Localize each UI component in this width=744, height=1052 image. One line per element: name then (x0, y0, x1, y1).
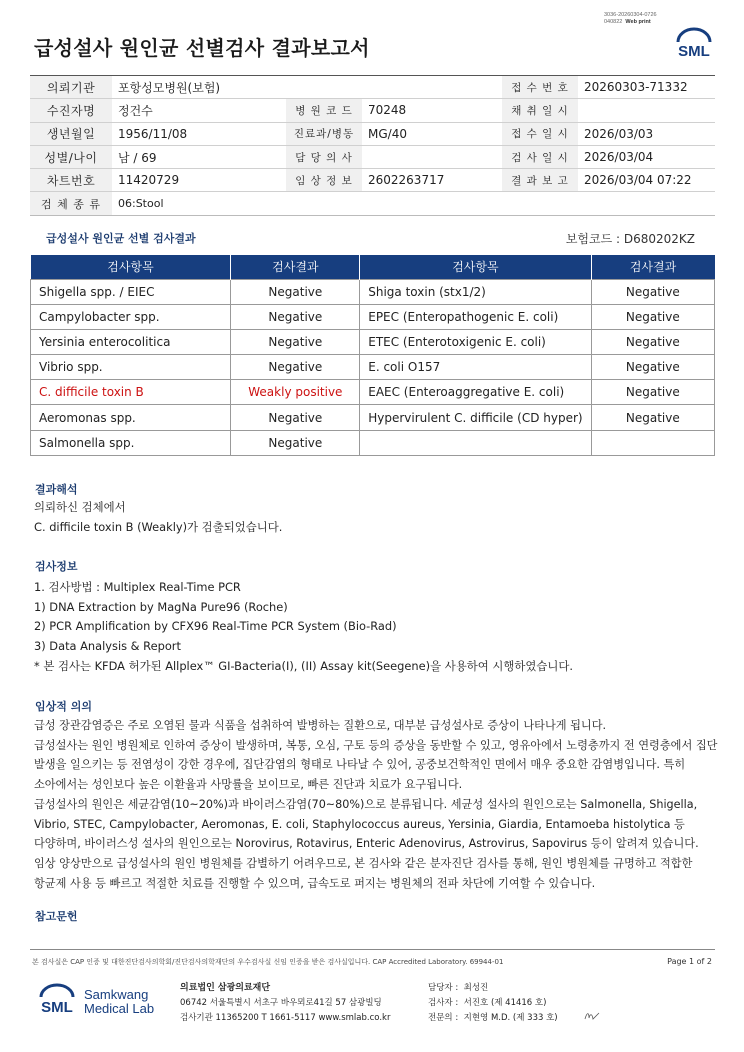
test-item: ETEC (Enterotoxigenic E. coli) (360, 329, 591, 354)
logo-text: SML (678, 43, 710, 60)
info-value: 20260303-71332 (578, 76, 715, 99)
text-line: 2) PCR Amplification by CFX96 Real-Time PCR System (Bio-Rad) (34, 619, 397, 634)
results-table (30, 255, 715, 456)
test-item: E. coli O157 (360, 355, 591, 380)
results-row (31, 380, 715, 405)
text-line: 급성설사의 원인은 세균감염(10~20%)과 바이러스감염(70~80%)으로 분류됩니다. 세균성 설사의 원인으로는 Salmonella, Shigella, (34, 797, 698, 811)
test-item: Campylobacter spp. (31, 304, 231, 329)
test-info-text (34, 578, 719, 677)
info-value: 포항성모병원(보험) (112, 76, 286, 99)
test-item: Shigella spp. / EIEC (31, 279, 231, 304)
info-value: 정건수 (112, 99, 286, 122)
info-label: 성별/나이 (30, 145, 112, 168)
signature-icon (583, 1010, 601, 1022)
print-meta (604, 12, 657, 26)
text-line: 급성설사는 원인 병원체로 인하여 증상이 발생하며, 복통, 오심, 구토 등의 증상을 동반할 수 있고, 영유아에서 노령층까지 전 연령층에서 집단 (34, 738, 718, 752)
test-result: Negative (231, 355, 360, 380)
sml-logo-icon (672, 26, 716, 64)
test-result: Weakly positive (231, 380, 360, 405)
text-line: 다양하며, 바이러스성 설사의 원인으로는 Norovirus, Rotavirus, Enteric Adenovirus, Astrovirus, Sapovirus 등이 알려져 있습니다. (34, 837, 699, 851)
info-value (362, 145, 502, 168)
info-label: 생년월일 (30, 122, 112, 145)
org-name: 의료법인 삼광의료재단 (180, 983, 271, 993)
text-line: 발생을 일으키는 등 전염성이 강한 경우에, 집단감염의 형태로 나타날 수 있어, 공중보건학적인 면에서 매우 중요한 감염병입니다. 특히 (34, 758, 686, 772)
logo-text: SML (41, 999, 73, 1016)
patient-info-table (30, 75, 715, 216)
staff-info (428, 981, 558, 1026)
info-value: 11420729 (112, 169, 286, 192)
results-row (31, 405, 715, 430)
info-row (30, 145, 715, 168)
org-contact: 검사기관 11365200 T 1661-5117 www.smlab.co.kr (180, 1013, 391, 1023)
results-row (31, 355, 715, 380)
info-value: 2026/03/04 (578, 145, 715, 168)
clinical-title: 임상적 의의 (35, 700, 92, 713)
test-result: Negative (591, 304, 714, 329)
text-line: 급성 장관감염증은 주로 오염된 물과 식품을 섭취하여 발병하는 질환으로, 대부분 급성설사로 증상이 나타나게 됩니다. (34, 719, 607, 732)
info-value (578, 99, 715, 122)
test-result: Negative (231, 329, 360, 354)
info-label: 병 원 코 드 (286, 99, 362, 122)
test-result: Negative (591, 380, 714, 405)
info-label: 임 상 정 보 (286, 169, 362, 192)
info-row (30, 169, 715, 192)
page-number: Page 1 of 2 (667, 957, 712, 966)
info-value: 1956/11/08 (112, 122, 286, 145)
info-row-specimen (30, 192, 715, 215)
info-label: 접 수 번 호 (502, 76, 578, 99)
info-label: 수진자명 (30, 99, 112, 122)
test-item: Shiga toxin (stx1/2) (360, 279, 591, 304)
test-item: Aeromonas spp. (31, 405, 231, 430)
info-row (30, 99, 715, 122)
test-result: Negative (591, 329, 714, 354)
info-label: 채 취 일 시 (502, 99, 578, 122)
sml-logo-icon (36, 983, 78, 1019)
test-result: Negative (591, 279, 714, 304)
info-row (30, 122, 715, 145)
header-test-item: 검사항목 (31, 255, 231, 279)
print-web: 040822 Web print (604, 19, 651, 25)
staff-line: 담당자 : 최성진 (428, 983, 489, 993)
text-line: * 본 검사는 KFDA 허가된 Allplex™ GI-Bacteria(I), (II) Assay kit(Seegene)을 사용하여 시행하였습니다. (34, 658, 573, 673)
cap-accreditation-note: 본 검사실은 CAP 인증 및 대한진단검사의학회/진단검사의학재단의 우수검사실 신임 인증을 받은 검사실입니다. CAP Accredited Laboratory. 69944-01 (32, 958, 504, 966)
org-address: 06742 서울특별시 서초구 바우뫼로41길 57 삼광빌딩 (180, 998, 382, 1008)
test-item: EAEC (Enteroaggregative E. coli) (360, 380, 591, 405)
staff-line: 검사자 : 서진호 (제 41416 호) (428, 998, 547, 1008)
header-test-item: 검사항목 (360, 255, 591, 279)
results-row (31, 304, 715, 329)
print-id: 3036-20260304-0726 (604, 12, 657, 18)
test-item: Yersinia enterocolitica (31, 329, 231, 354)
test-item: C. difficile toxin B (31, 380, 231, 405)
report-title: 급성설사 원인균 선별검사 결과보고서 (34, 36, 370, 60)
results-row (31, 430, 715, 455)
text-line: 소아에서는 성인보다 높은 이환율과 사망률을 보이므로, 빠른 진단과 치료가 요구됩니다. (34, 778, 463, 792)
test-item: Salmonella spp. (31, 430, 231, 455)
info-value (362, 76, 502, 99)
info-value: MG/40 (362, 122, 502, 145)
info-label: 차트번호 (30, 169, 112, 192)
test-item (360, 430, 591, 455)
clinical-text (34, 716, 719, 893)
brand-name: Samkwang Medical Lab (84, 987, 155, 1016)
specimen-value: 06:Stool (112, 192, 715, 215)
info-value: 2026/03/04 07:22 (578, 169, 715, 192)
results-header-row (31, 255, 715, 279)
info-value: 2026/03/03 (578, 122, 715, 145)
test-result: Negative (231, 304, 360, 329)
interpretation-title: 결과해석 (35, 483, 78, 496)
test-info-title: 검사정보 (35, 560, 78, 573)
references-title: 참고문헌 (35, 910, 78, 923)
test-item: Hypervirulent C. difficile (CD hyper) (360, 405, 591, 430)
staff-line: 전문의 : 지현영 M.D. (제 333 호) (428, 1013, 558, 1023)
info-label: 진료과/병동 (286, 122, 362, 145)
test-result: Negative (231, 430, 360, 455)
interpretation-text (34, 498, 719, 537)
info-label (286, 76, 362, 99)
test-result: Negative (231, 405, 360, 430)
test-item: EPEC (Enteropathogenic E. coli) (360, 304, 591, 329)
test-result (591, 430, 714, 455)
test-item: Vibrio spp. (31, 355, 231, 380)
text-line: C. difficile toxin B (Weakly)가 검출되었습니다. (34, 519, 283, 534)
info-label: 결 과 보 고 (502, 169, 578, 192)
results-row (31, 329, 715, 354)
test-result: Negative (591, 405, 714, 430)
text-line: 1) DNA Extraction by MagNa Pure96 (Roche) (34, 599, 288, 614)
info-value: 2602263717 (362, 169, 502, 192)
test-result: Negative (231, 279, 360, 304)
info-value: 70248 (362, 99, 502, 122)
specimen-label: 검 체 종 류 (30, 192, 112, 215)
insurance-code: 보험코드 : D680202KZ (565, 232, 695, 246)
results-row (31, 279, 715, 304)
text-line: 의뢰하신 검체에서 (34, 500, 126, 514)
header-test-result: 검사결과 (591, 255, 714, 279)
test-result: Negative (591, 355, 714, 380)
info-value: 남 / 69 (112, 145, 286, 168)
info-label: 접 수 일 시 (502, 122, 578, 145)
text-line: 3) Data Analysis & Report (34, 639, 181, 654)
text-line: Vibrio, STEC, Campylobacter, Aeromonas, E. coli, Staphylococcus aureus, Yersinia, Giardia, Entamoeba histolytica 등 (34, 817, 685, 831)
info-label: 검 사 일 시 (502, 145, 578, 168)
text-line: 임상 양상만으로 급성설사의 원인 병원체를 감별하기 어려우므로, 본 검사와 같은 분자진단 검사를 통해, 원인 병원체를 규명하고 적합한 (34, 856, 693, 870)
text-line: 1. 검사방법 : Multiplex Real-Time PCR (34, 580, 241, 594)
text-line: 항균제 사용 등 빠르고 적절한 치료를 진행할 수 있으며, 급속도로 퍼지는 병원체의 전파 차단에 기여할 수 있습니다. (34, 876, 596, 890)
info-label: 의뢰기관 (30, 76, 112, 99)
results-section-title: 급성설사 원인균 선별 검사결과 (46, 232, 196, 245)
organization-info (180, 981, 390, 1026)
footer-divider (30, 949, 715, 950)
info-row (30, 76, 715, 99)
info-label: 담 당 의 사 (286, 145, 362, 168)
header-test-result: 검사결과 (231, 255, 360, 279)
